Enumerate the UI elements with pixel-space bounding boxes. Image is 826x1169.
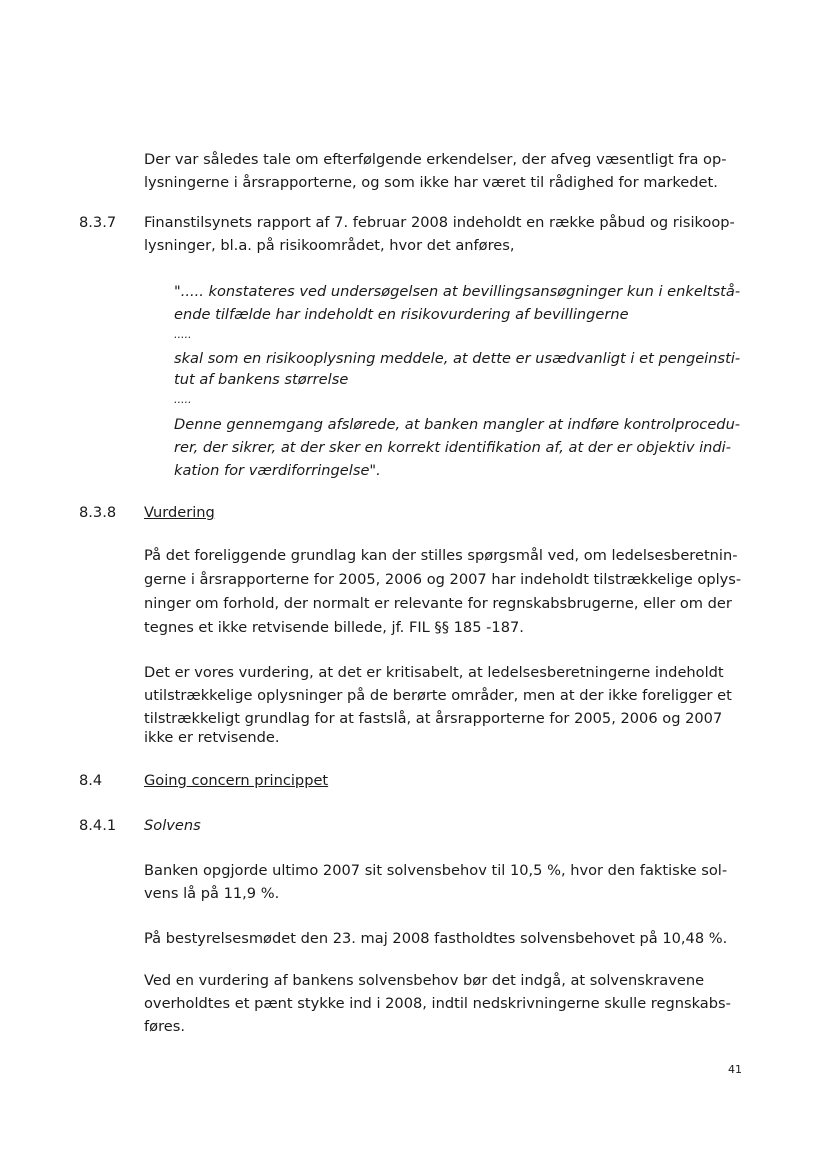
- quote-ellipsis-2: .....: [174, 393, 192, 406]
- s838-p2-line-4: ikke er retvisende.: [144, 729, 280, 746]
- quote-line-5: Denne gennemgang afslørede, at banken mangler at indføre kontrolprocedu-: [174, 416, 741, 433]
- page-number: 41: [728, 1063, 742, 1076]
- s841-p1-line-1: Banken opgjorde ultimo 2007 sit solvensbehov til 10,5 %, hvor den faktiske sol-: [144, 862, 728, 879]
- section-number-8-4: 8.4: [79, 772, 103, 789]
- quote-line-6: rer, der sikrer, at der sker en korrekt identifikation af, at der er objektiv indi-: [174, 439, 731, 456]
- intro-line-2: lysningerne i årsrapporterne, og som ikke har været til rådighed for markedet.: [144, 174, 718, 191]
- s838-p1-line-3: ninger om forhold, der normalt er relevante for regnskabsbrugerne, eller om der: [144, 595, 732, 612]
- s837-line-2: lysninger, bl.a. på risikoområdet, hvor det anføres,: [144, 237, 515, 254]
- s841-p2: På bestyrelsesmødet den 23. maj 2008 fastholdtes solvensbehovet på 10,48 %.: [144, 930, 728, 947]
- section-title-vurdering: Vurdering: [144, 504, 215, 521]
- intro-line-1: Der var således tale om efterfølgende erkendelser, der afveg væsentligt fra op-: [144, 151, 727, 168]
- quote-line-2: ende tilfælde har indeholdt en risikovurdering af bevillingerne: [174, 306, 629, 323]
- s838-p2-line-3: tilstrækkeligt grundlag for at fastslå, at årsrapporterne for 2005, 2006 og 2007: [144, 710, 723, 727]
- section-title-going-concern: Going concern princippet: [144, 772, 329, 789]
- quote-line-7: kation for værdiforringelse".: [174, 462, 381, 479]
- s841-p3-line-2: overholdtes et pænt stykke ind i 2008, indtil nedskrivningerne skulle regnskabs-: [144, 995, 731, 1012]
- section-title-solvens: Solvens: [144, 817, 201, 834]
- quote-line-3: skal som en risikooplysning meddele, at dette er usædvanligt i et pengeinsti-: [174, 350, 741, 367]
- s838-p2-line-2: utilstrækkelige oplysninger på de berørte områder, men at der ikke foreligger et: [144, 687, 732, 704]
- section-number-8-4-1: 8.4.1: [79, 817, 117, 834]
- s838-p2-line-1: Det er vores vurdering, at det er kritisabelt, at ledelsesberetningerne indeholdt: [144, 664, 724, 681]
- s841-p1-line-2: vens lå på 11,9 %.: [144, 885, 280, 902]
- s841-p3-line-3: føres.: [144, 1018, 185, 1035]
- s841-p3-line-1: Ved en vurdering af bankens solvensbehov bør det indgå, at solvenskravene: [144, 972, 705, 989]
- quote-ellipsis-1: .....: [174, 328, 192, 341]
- s838-p1-line-2: gerne i årsrapporterne for 2005, 2006 og 2007 har indeholdt tilstrækkelige oplys-: [144, 571, 742, 588]
- s838-p1-line-4: tegnes et ikke retvisende billede, jf. FIL §§ 185 -187.: [144, 619, 524, 636]
- quote-line-1: "..... konstateres ved undersøgelsen at bevillingsansøgninger kun i enkeltstå-: [174, 283, 741, 300]
- quote-line-4: tut af bankens størrelse: [174, 371, 349, 388]
- section-number-8-3-7: 8.3.7: [79, 214, 117, 231]
- s838-p1-line-1: På det foreliggende grundlag kan der stilles spørgsmål ved, om ledelsesberetnin-: [144, 547, 738, 564]
- s837-line-1: Finanstilsynets rapport af 7. februar 2008 indeholdt en række påbud og risikoop-: [144, 214, 735, 231]
- section-number-8-3-8: 8.3.8: [79, 504, 117, 521]
